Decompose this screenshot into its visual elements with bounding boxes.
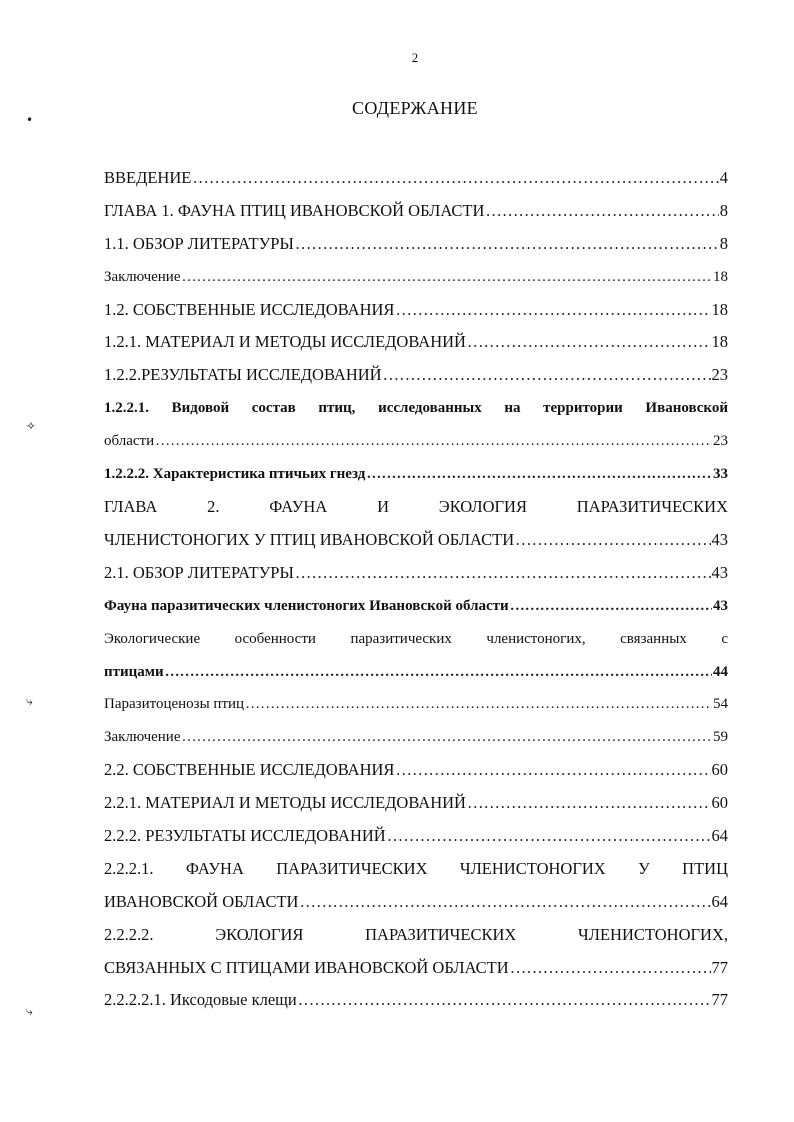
toc-leader-dots xyxy=(515,530,710,550)
margin-mark: ⤷ xyxy=(26,1004,33,1018)
toc-leader-dots xyxy=(387,826,711,846)
page-title: СОДЕРЖАНИЕ xyxy=(352,98,478,118)
toc-entry-1-2-1[interactable] xyxy=(104,328,728,361)
toc-leader-dots xyxy=(182,727,713,747)
toc-entry-page: 44 xyxy=(713,663,728,680)
toc-entry-page: 64 xyxy=(711,891,728,911)
toc-entry-page: 43 xyxy=(713,597,728,614)
toc-entry-title: 2.2.2.2. ЭКОЛОГИЯ ПАРАЗИТИЧЕСКИХ ЧЛЕНИСТОНОГИХ, xyxy=(104,924,728,944)
toc-leader-dots xyxy=(182,267,713,287)
toc-entry-page: 77 xyxy=(711,990,728,1010)
toc-leader-dots xyxy=(155,431,712,451)
toc-entry-page: 4 xyxy=(719,168,728,187)
toc-entry-page: 59 xyxy=(713,729,728,746)
toc-entry-2-2-2-2-1[interactable] xyxy=(104,986,728,1019)
toc-entry-page: 8 xyxy=(719,200,728,220)
toc-entry-title: 1.2.2.2. Характеристика птичьих гнезд xyxy=(104,466,366,483)
toc-entry-ecological-features[interactable] xyxy=(104,625,728,691)
toc-entry-conclusion-1[interactable] xyxy=(104,263,728,296)
toc-entry-title: 1.2. СОБСТВЕННЫЕ ИССЛЕДОВАНИЯ xyxy=(104,299,395,319)
toc-entry-1-2[interactable] xyxy=(104,296,728,329)
toc-leader-dots xyxy=(485,201,718,221)
toc-entry-page: 18 xyxy=(711,299,728,319)
toc-leader-dots xyxy=(295,234,719,254)
toc-entry-title-cont: ИВАНОВСКОЙ ОБЛАСТИ xyxy=(104,891,299,911)
toc-entry-title-cont: области xyxy=(104,433,155,450)
toc-entry-2-2[interactable] xyxy=(104,756,728,789)
toc-entry-page: 77 xyxy=(711,957,728,977)
toc-entry-title: 1.2.2.РЕЗУЛЬТАТЫ ИССЛЕДОВАНИЙ xyxy=(104,365,382,385)
toc-entry-page: 60 xyxy=(711,792,728,812)
toc-entry-1-2-2[interactable] xyxy=(104,361,728,394)
toc-entry-introduction[interactable] xyxy=(104,164,728,197)
toc-entry-page: 64 xyxy=(711,825,728,845)
toc-entry-page: 54 xyxy=(713,696,728,713)
toc-entry-page: 23 xyxy=(711,365,728,385)
toc-entry-title: 2.2. СОБСТВЕННЫЕ ИССЛЕДОВАНИЯ xyxy=(104,760,395,780)
toc-entry-2-2-2-1[interactable] xyxy=(104,855,728,921)
toc-entry-page: 23 xyxy=(713,433,728,450)
toc-entry-2-2-2-2[interactable] xyxy=(104,921,728,987)
table-of-contents xyxy=(104,164,728,1019)
toc-entry-title-cont: птицами xyxy=(104,663,164,680)
toc-entry-2-2-1[interactable] xyxy=(104,789,728,822)
toc-leader-dots xyxy=(245,694,712,714)
toc-leader-dots xyxy=(192,168,718,188)
toc-entry-title: 2.2.1. МАТЕРИАЛ И МЕТОДЫ ИССЛЕДОВАНИЙ xyxy=(104,792,466,812)
toc-entry-1-2-2-1[interactable] xyxy=(104,394,728,460)
toc-entry-1-1[interactable] xyxy=(104,230,728,263)
toc-entry-title: ГЛАВА 2. ФАУНА И ЭКОЛОГИЯ ПАРАЗИТИЧЕСКИХ xyxy=(104,496,728,516)
toc-leader-dots xyxy=(299,892,710,912)
toc-entry-parasitocenoses[interactable] xyxy=(104,690,728,723)
toc-entry-page: 33 xyxy=(713,466,728,483)
toc-entry-title: Заключение xyxy=(104,268,181,285)
toc-entry-title: ГЛАВА 1. ФАУНА ПТИЦ ИВАНОВСКОЙ ОБЛАСТИ xyxy=(104,200,485,220)
margin-mark: ⟢ xyxy=(26,418,35,432)
toc-entry-conclusion-2[interactable] xyxy=(104,723,728,756)
toc-entry-2-1[interactable] xyxy=(104,559,728,592)
toc-entry-title: 2.2.2.2.1. Иксодовые клещи xyxy=(104,990,297,1010)
toc-entry-title: Паразитоценозы птиц xyxy=(104,696,245,713)
toc-leader-dots xyxy=(395,760,710,780)
toc-entry-2-2-2[interactable] xyxy=(104,822,728,855)
toc-entry-fauna-parasitic[interactable] xyxy=(104,592,728,625)
toc-entry-title: Фауна паразитических членистоногих Ивановской области xyxy=(104,597,509,614)
toc-entry-title: Заключение xyxy=(104,729,181,746)
toc-entry-title: 2.2.2.1. ФАУНА ПАРАЗИТИЧЕСКИХ ЧЛЕНИСТОНОГИХ У ПТИЦ xyxy=(104,858,728,878)
toc-entry-title: ВВЕДЕНИЕ xyxy=(104,168,192,187)
toc-entry-title: 2.1. ОБЗОР ЛИТЕРАТУРЫ xyxy=(104,562,294,582)
toc-leader-dots xyxy=(467,332,711,352)
toc-entry-title: 2.2.2. РЕЗУЛЬТАТЫ ИССЛЕДОВАНИЙ xyxy=(104,825,386,845)
margin-mark: ⤷ xyxy=(26,694,33,708)
toc-leader-dots xyxy=(395,300,710,320)
toc-entry-title: 1.1. ОБЗОР ЛИТЕРАТУРЫ xyxy=(104,233,294,253)
toc-entry-page: 43 xyxy=(711,529,728,549)
toc-leader-dots xyxy=(165,662,712,682)
toc-leader-dots xyxy=(298,990,711,1010)
toc-entry-page: 60 xyxy=(711,760,728,780)
toc-leader-dots xyxy=(467,793,711,813)
toc-entry-title-cont: СВЯЗАННЫХ С ПТИЦАМИ ИВАНОВСКОЙ ОБЛАСТИ xyxy=(104,957,509,977)
toc-entry-page: 43 xyxy=(711,562,728,582)
toc-entry-chapter-2[interactable] xyxy=(104,493,728,559)
toc-entry-title: 1.2.1. МАТЕРИАЛ И МЕТОДЫ ИССЛЕДОВАНИЙ xyxy=(104,332,466,352)
toc-entry-1-2-2-2[interactable] xyxy=(104,460,728,493)
page-number: 2 xyxy=(411,50,419,65)
margin-mark: • xyxy=(26,113,34,127)
toc-entry-title: Экологические особенности паразитических членистоногих, связанных с xyxy=(104,630,728,647)
toc-entry-page: 18 xyxy=(711,332,728,352)
toc-leader-dots xyxy=(366,464,712,484)
toc-leader-dots xyxy=(383,365,711,385)
toc-entry-title-cont: ЧЛЕНИСТОНОГИХ У ПТИЦ ИВАНОВСКОЙ ОБЛАСТИ xyxy=(104,529,515,549)
toc-leader-dots xyxy=(510,596,712,616)
toc-leader-dots xyxy=(510,958,711,978)
toc-entry-title: 1.2.2.1. Видовой состав птиц, исследованных на территории Ивановской xyxy=(104,400,728,417)
toc-entry-chapter-1[interactable] xyxy=(104,197,728,230)
toc-entry-page: 8 xyxy=(719,233,728,253)
toc-entry-page: 18 xyxy=(713,268,728,285)
toc-leader-dots xyxy=(295,563,711,583)
